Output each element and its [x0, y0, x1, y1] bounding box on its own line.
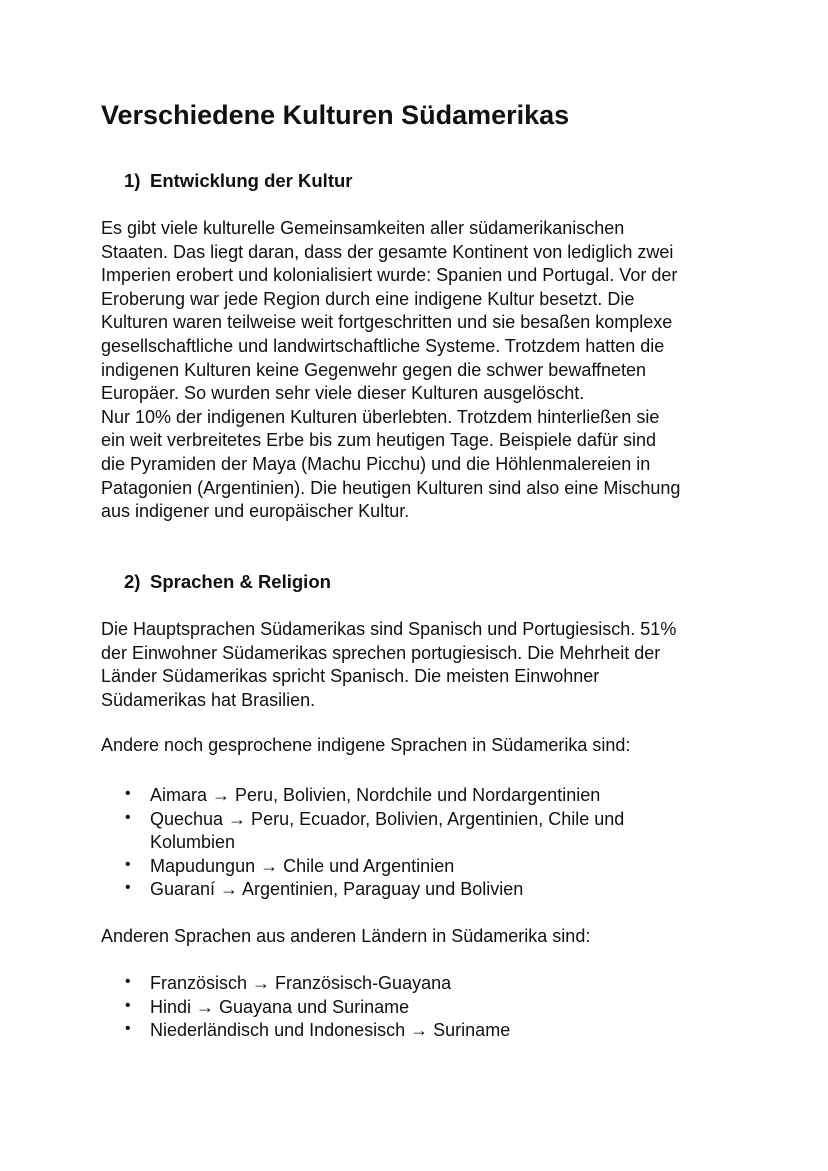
paragraph-languages: [101, 618, 676, 712]
text-line: indigenen Kulturen keine Gegenwehr gegen die schwer bewaffneten: [101, 359, 647, 380]
foreign-languages-list: [101, 972, 710, 1043]
list-item-text: Mapudungun → Chile und Argentinien: [150, 855, 455, 876]
list-item: [101, 996, 710, 1020]
list-item-text: Hindi → Guayana und Suriname: [150, 996, 410, 1017]
section-heading-2: [124, 571, 331, 593]
bullet-icon: •: [125, 808, 131, 826]
text-line: Patagonien (Argentinien). Die heutigen Kulturen sind also eine Mischung: [101, 477, 681, 498]
text-line: Eroberung war jede Region durch eine indigene Kultur besetzt. Die: [101, 288, 635, 309]
text-line: ein weit verbreitetes Erbe bis zum heutigen Tage. Beispiele dafür sind: [101, 430, 656, 451]
text-line: Südamerikas hat Brasilien.: [101, 689, 316, 710]
section-title: Entwicklung der Kultur: [150, 170, 353, 191]
foreign-intro: Anderen Sprachen aus anderen Ländern in Südamerika sind:: [101, 926, 591, 946]
text-line: Es gibt viele kulturelle Gemeinsamkeiten aller südamerikanischen: [101, 218, 625, 238]
text-line: gesellschaftliche und landwirtschaftliche Systeme. Trotzdem hatten die: [101, 335, 665, 356]
text-line: Kulturen waren teilweise weit fortgeschritten und sie besaßen komplexe: [101, 312, 673, 333]
list-item: [101, 972, 710, 996]
text-line: der Einwohner Südamerikas sprechen portugiesisch. Die Mehrheit der: [101, 642, 661, 663]
list-item-text: Aimara → Peru, Bolivien, Nordchile und Nordargentinien: [150, 785, 601, 805]
section-heading-1: [124, 170, 352, 192]
bullet-icon: •: [125, 973, 131, 990]
text-line: Die Hauptsprachen Südamerikas sind Spanisch und Portugiesisch. 51%: [101, 619, 677, 639]
list-item: [101, 784, 710, 808]
list-item-text: Guaraní → Argentinien, Paraguay und Bolivien: [150, 879, 524, 900]
text-line: Imperien erobert und kolonialisiert wurde: Spanien und Portugal. Vor der: [101, 265, 678, 286]
list-item-text: Französisch → Französisch-Guayana: [150, 973, 452, 993]
text-line: aus indigener und europäischer Kultur.: [101, 501, 410, 522]
text-line: die Pyramiden der Maya (Machu Picchu) und die Höhlenmalereien in: [101, 453, 651, 474]
bullet-icon: •: [125, 785, 131, 802]
text-line: Länder Südamerikas spricht Spanisch. Die meisten Einwohner: [101, 666, 600, 687]
list-item: [101, 1019, 710, 1043]
list-item-text: Quechua → Peru, Ecuador, Bolivien, Argentinien, Chile und Kolumbien: [150, 808, 625, 853]
section-title: Sprachen & Religion: [150, 571, 331, 592]
bullet-icon: •: [125, 996, 131, 1014]
indigenous-intro: Andere noch gesprochene indigene Sprachen in Südamerika sind:: [101, 735, 631, 755]
bullet-icon: •: [125, 879, 131, 897]
indigenous-languages-list: [101, 784, 710, 902]
section-number: 2): [124, 571, 141, 592]
text-line: Europäer. So wurden sehr viele dieser Kulturen ausgelöscht.: [101, 383, 585, 404]
paragraph-culture: [101, 217, 680, 524]
text-line: Staaten. Das liegt daran, dass der gesamte Kontinent von lediglich zwei: [101, 241, 674, 262]
list-item: [101, 855, 710, 879]
list-item: [101, 878, 710, 902]
bullet-icon: •: [125, 1020, 131, 1038]
text-line: Nur 10% der indigenen Kulturen überlebten. Trotzdem hinterließen sie: [101, 406, 660, 427]
list-item-text: Niederländisch und Indonesisch → Suriname: [150, 1020, 511, 1041]
bullet-icon: •: [125, 855, 131, 873]
list-item: [101, 808, 710, 855]
section-number: 1): [124, 170, 141, 191]
page-title: Verschiedene Kulturen Südamerikas: [101, 100, 570, 130]
